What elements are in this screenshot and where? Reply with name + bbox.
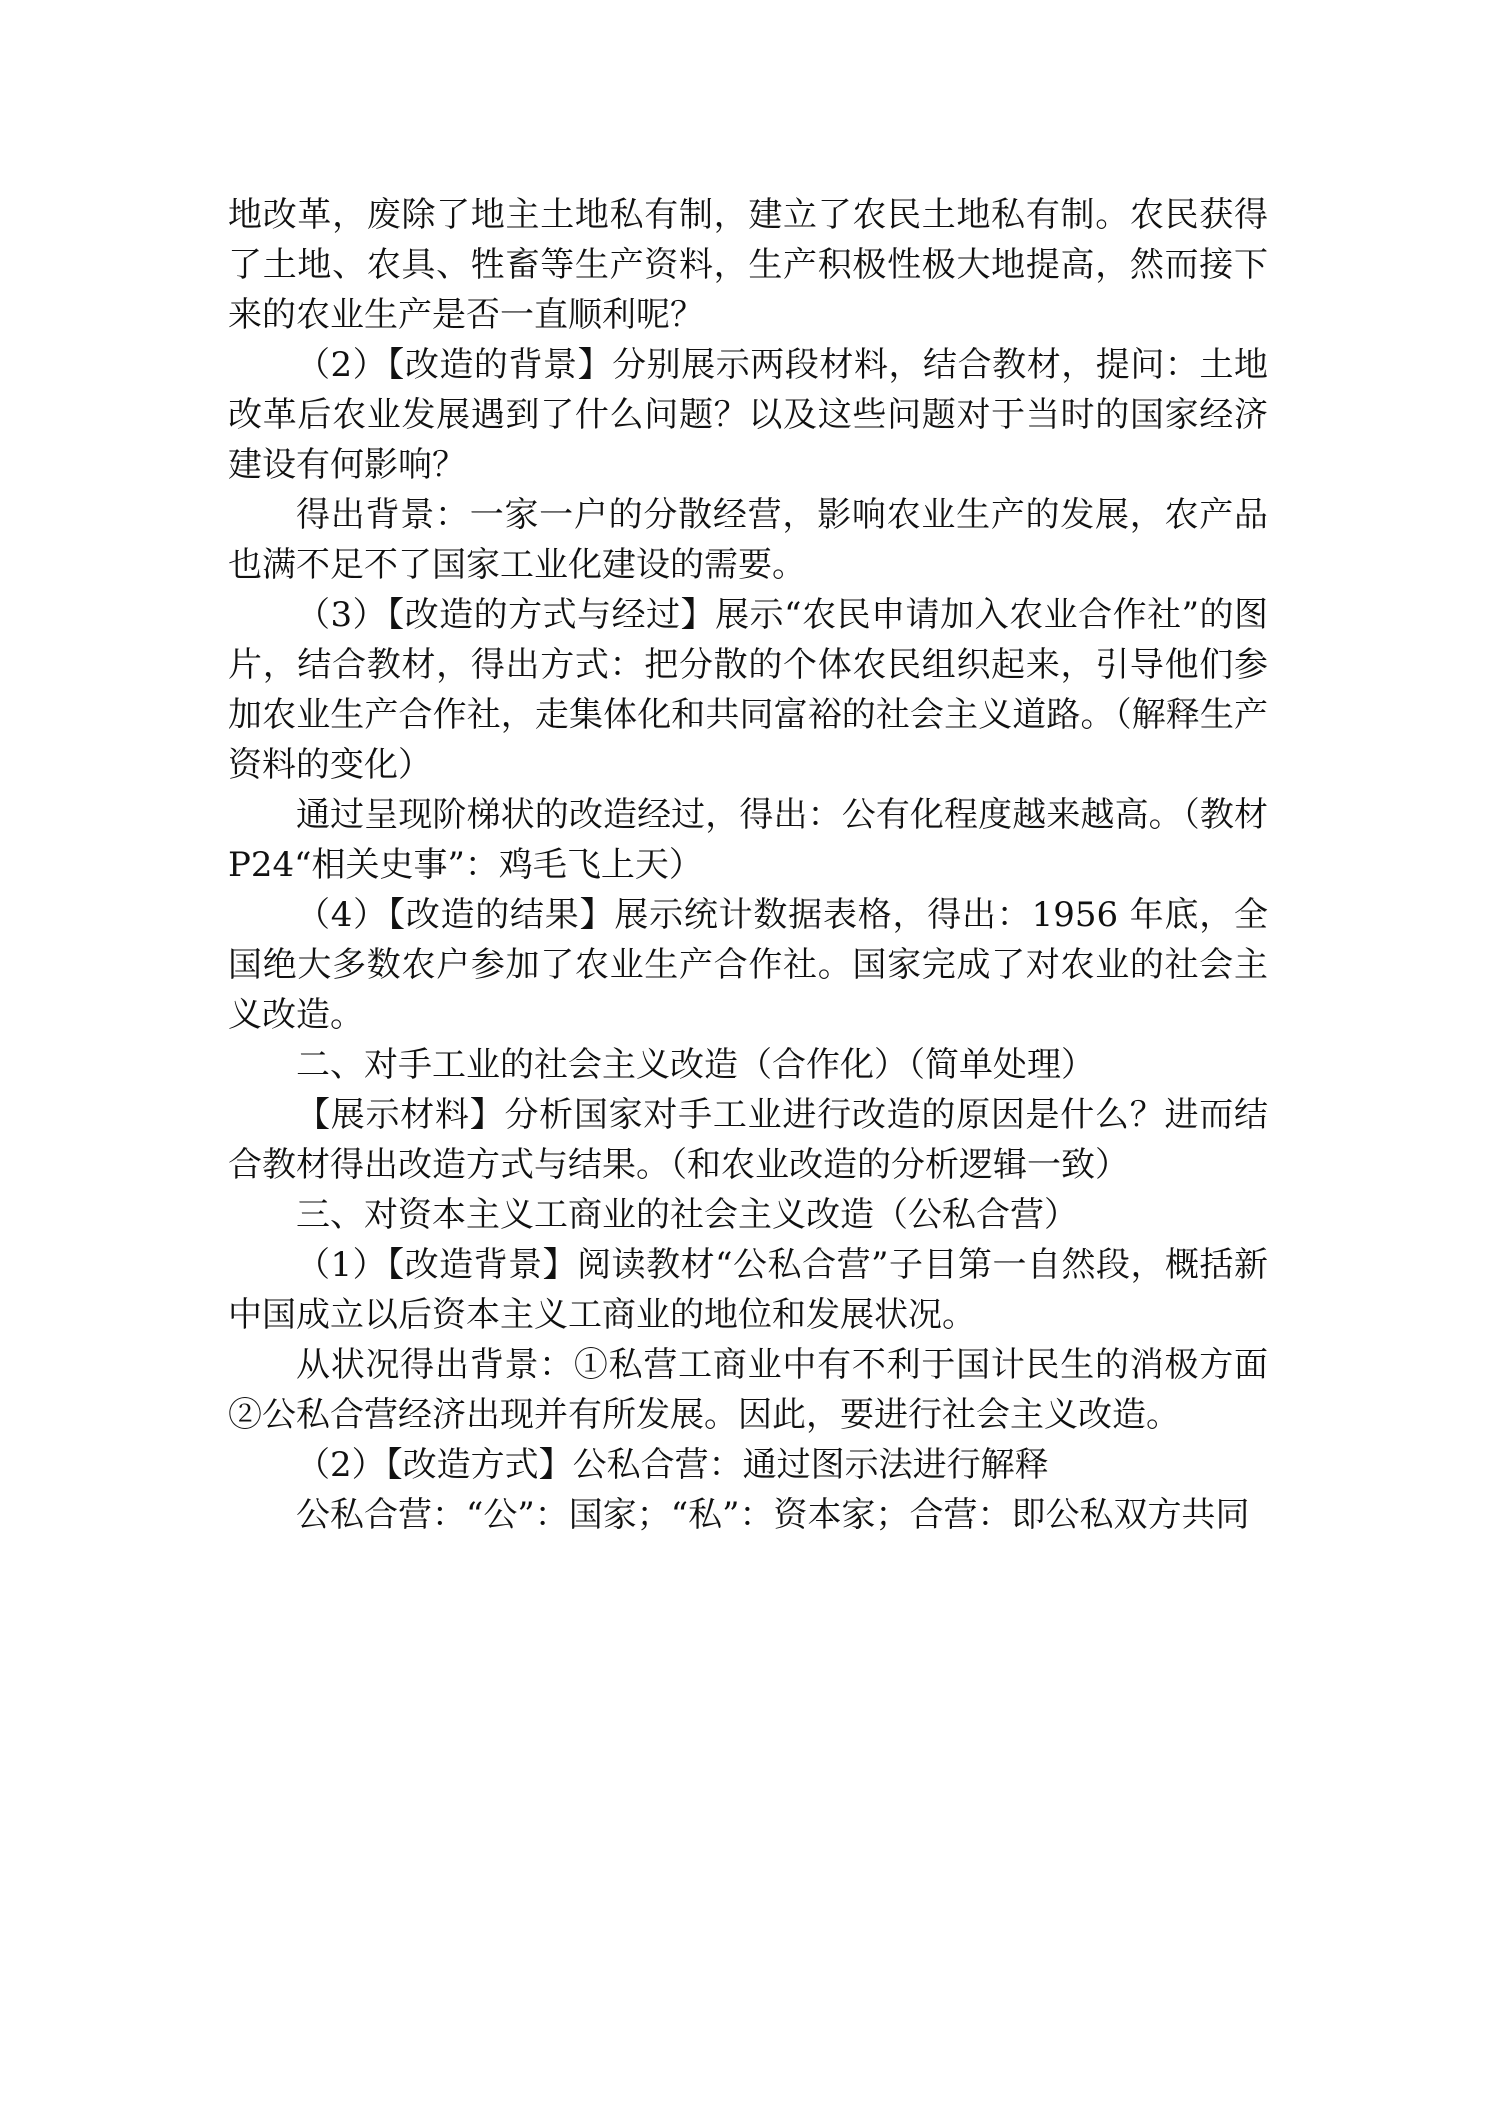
heading-commerce-reform: 三、对资本主义工商业的社会主义改造（公私合营） — [296, 1195, 1078, 1235]
paragraph-reform-method: （3）【改造的方式与经过】展示“农民申请加入农业合作社”的图片，结合教材，得出方式：把分散的个体农民组织起来，引导他们参加农业生产合作社，走集体化和共同富裕的社会主义道路。（解释生产资料的变化） — [228, 595, 1268, 785]
paragraph-reform-result: （4）【改造的结果】展示统计数据表格，得出：1956 年底，全国绝大多数农户参加了农业生产合作社。国家完成了对农业的社会主义改造。 — [228, 895, 1268, 1035]
document-page — [228, 190, 1268, 1540]
paragraph-joint-venture-definition: 公私合营：“公”：国家；“私”：资本家；合营：即公私双方共同 — [296, 1495, 1250, 1535]
paragraph-land-reform: 地改革，废除了地主土地私有制，建立了农民土地私有制。农民获得了土地、农具、牲畜等生产资料，生产积极性极大地提高，然而接下来的农业生产是否一直顺利呢？ — [228, 195, 1268, 335]
paragraph-reform-process: 通过呈现阶梯状的改造经过，得出：公有化程度越来越高。（教材 P24“相关史事”：鸡毛飞上天） — [228, 795, 1268, 885]
paragraph-commerce-conclusion: 从状况得出背景：①私营工商业中有不利于国计民生的消极方面②公私合营经济出现并有所发展。因此，要进行社会主义改造。 — [228, 1345, 1268, 1435]
paragraph-handicraft-material: 【展示材料】分析国家对手工业进行改造的原因是什么？进而结合教材得出改造方式与结果。（和农业改造的分析逻辑一致） — [228, 1095, 1268, 1185]
paragraph-background-conclusion: 得出背景：一家一户的分散经营，影响农业生产的发展，农产品也满不足不了国家工业化建设的需要。 — [228, 495, 1268, 585]
paragraph-reform-background: （2）【改造的背景】分别展示两段材料，结合教材，提问：土地改革后农业发展遇到了什么问题？以及这些问题对于当时的国家经济建设有何影响？ — [228, 345, 1268, 485]
heading-handicraft-reform: 二、对手工业的社会主义改造（合作化）（简单处理） — [296, 1045, 1095, 1085]
paragraph-commerce-background: （1）【改造背景】阅读教材“公私合营”子目第一自然段，概括新中国成立以后资本主义工商业的地位和发展状况。 — [228, 1245, 1268, 1335]
paragraph-commerce-method: （2）【改造方式】公私合营：通过图示法进行解释 — [296, 1445, 1049, 1485]
